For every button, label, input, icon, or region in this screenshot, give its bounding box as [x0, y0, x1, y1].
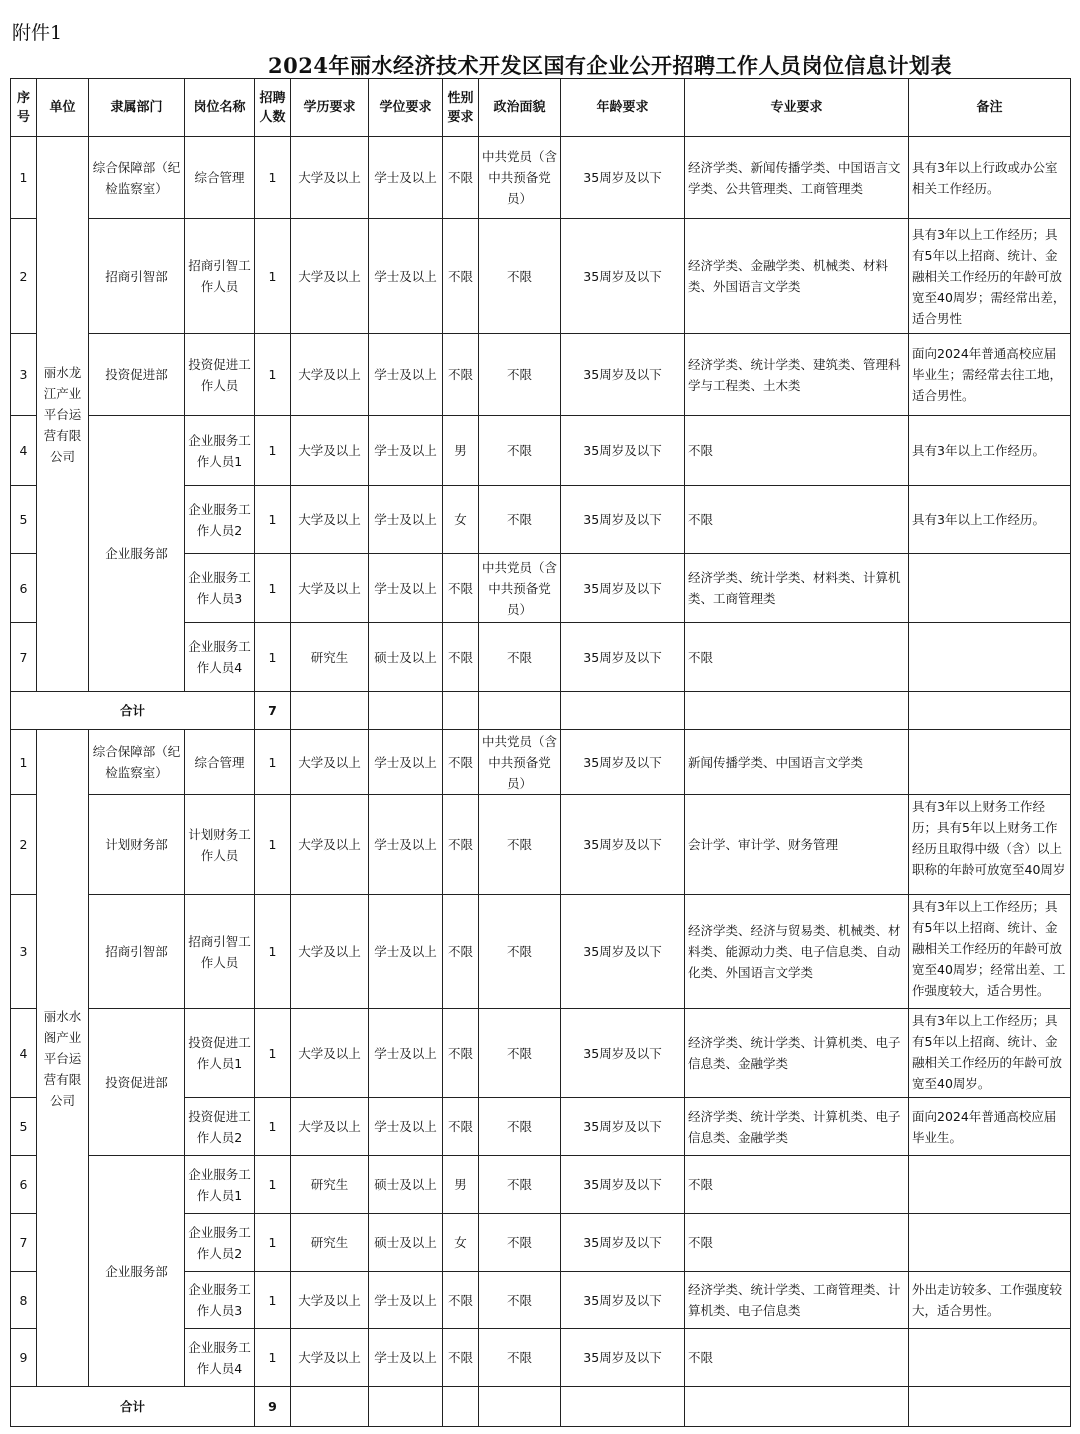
cell-degree: 硕士及以上: [369, 623, 443, 692]
cell-gender: 不限: [443, 623, 479, 692]
attachment-label: 附件1: [12, 22, 63, 44]
cell-note: [909, 554, 1071, 623]
cell-politics: 不限: [479, 895, 561, 1009]
cell-dept: 综合保障部（纪检监察室）: [89, 730, 185, 795]
cell-count: 1: [255, 334, 291, 416]
cell-post: 投资促进工作人员2: [185, 1098, 255, 1156]
cell-politics: 不限: [479, 1214, 561, 1272]
cell-degree: 学士及以上: [369, 137, 443, 219]
cell-seq: 3: [11, 895, 37, 1009]
cell-gender: 男: [443, 416, 479, 486]
cell-edu: 大学及以上: [291, 334, 369, 416]
cell-edu: 大学及以上: [291, 795, 369, 895]
header-dept: 隶属部门: [89, 79, 185, 137]
cell-count: 1: [255, 1156, 291, 1214]
cell-degree: 学士及以上: [369, 1009, 443, 1098]
cell-major: 新闻传播学类、中国语言文学类: [685, 730, 909, 795]
cell-dept: 综合保障部（纪检监察室）: [89, 137, 185, 219]
cell-edu: 大学及以上: [291, 1329, 369, 1387]
cell-edu: 大学及以上: [291, 1098, 369, 1156]
table-row: [11, 1156, 1071, 1214]
cell-major: 会计学、审计学、财务管理: [685, 795, 909, 895]
table-row: [11, 730, 1071, 795]
cell-age: 35周岁及以下: [561, 730, 685, 795]
cell-post: 招商引智工作人员: [185, 895, 255, 1009]
cell-age: 35周岁及以下: [561, 416, 685, 486]
cell-post: 投资促进工作人员: [185, 334, 255, 416]
cell-major: 不限: [685, 1214, 909, 1272]
cell-politics: 不限: [479, 219, 561, 334]
cell-note: 具有3年以上工作经历。: [909, 486, 1071, 554]
cell-post: 投资促进工作人员1: [185, 1009, 255, 1098]
cell-dept: 投资促进部: [89, 334, 185, 416]
cell-degree: 学士及以上: [369, 334, 443, 416]
cell-politics: 不限: [479, 486, 561, 554]
cell-seq: 5: [11, 486, 37, 554]
cell-dept: 企业服务部: [89, 416, 185, 692]
cell-seq: 8: [11, 1272, 37, 1329]
cell-gender: 不限: [443, 1272, 479, 1329]
cell-age: 35周岁及以下: [561, 623, 685, 692]
cell-politics: 不限: [479, 795, 561, 895]
cell-age: 35周岁及以下: [561, 554, 685, 623]
cell-seq: 2: [11, 795, 37, 895]
cell-edu: 大学及以上: [291, 137, 369, 219]
cell-seq: 5: [11, 1098, 37, 1156]
header-note: 备注: [909, 79, 1071, 137]
cell-seq: 7: [11, 623, 37, 692]
cell-edu: 研究生: [291, 1214, 369, 1272]
cell-seq: 7: [11, 1214, 37, 1272]
cell-age: 35周岁及以下: [561, 1272, 685, 1329]
cell-edu: 大学及以上: [291, 554, 369, 623]
cell-politics: 中共党员（含中共预备党员）: [479, 137, 561, 219]
cell-degree: 学士及以上: [369, 416, 443, 486]
cell-seq: 1: [11, 137, 37, 219]
cell-degree: 硕士及以上: [369, 1214, 443, 1272]
cell-edu: 大学及以上: [291, 895, 369, 1009]
cell-gender: 不限: [443, 554, 479, 623]
cell-politics: 不限: [479, 623, 561, 692]
header-age: 年龄要求: [561, 79, 685, 137]
cell-age: 35周岁及以下: [561, 486, 685, 554]
cell-post: 计划财务工作人员: [185, 795, 255, 895]
total-label: 合计: [11, 1387, 255, 1427]
cell-major: 经济学类、统计学类、计算机类、电子信息类、金融学类: [685, 1098, 909, 1156]
total-count: 7: [255, 692, 291, 730]
cell-politics: 不限: [479, 334, 561, 416]
cell-gender: 女: [443, 486, 479, 554]
cell-age: 35周岁及以下: [561, 1329, 685, 1387]
cell-count: 1: [255, 795, 291, 895]
header-politics: 政治面貌: [479, 79, 561, 137]
cell-gender: 不限: [443, 795, 479, 895]
cell-edu: 大学及以上: [291, 1272, 369, 1329]
cell-degree: 学士及以上: [369, 1329, 443, 1387]
note-text: 具有3年以上财务工作经历；具有5年以上财务工作经历且取得中级（含）以上职称的年龄可放宽至40周岁: [912, 799, 1066, 877]
cell-edu: 研究生: [291, 1156, 369, 1214]
cell-count: 1: [255, 1214, 291, 1272]
cell-seq: 4: [11, 1009, 37, 1098]
total-row: [11, 692, 1071, 730]
cell-count: 1: [255, 416, 291, 486]
cell-degree: 学士及以上: [369, 486, 443, 554]
cell-post: 企业服务工作人员3: [185, 554, 255, 623]
cell-age: 35周岁及以下: [561, 334, 685, 416]
cell-count: 1: [255, 1098, 291, 1156]
cell-count: 1: [255, 486, 291, 554]
cell-major: 不限: [685, 1329, 909, 1387]
cell-note: [909, 895, 1071, 1009]
cell-note: 外出走访较多、工作强度较大，适合男性。: [909, 1272, 1071, 1329]
cell-politics: 不限: [479, 1329, 561, 1387]
cell-age: 35周岁及以下: [561, 1214, 685, 1272]
cell-count: 1: [255, 623, 291, 692]
cell-politics: 不限: [479, 416, 561, 486]
cell-count: 1: [255, 1009, 291, 1098]
cell-unit: 丽水龙江产业平台运营有限公司: [37, 137, 89, 692]
cell-dept: 计划财务部: [89, 795, 185, 895]
cell-note: [909, 730, 1071, 795]
cell-count: 1: [255, 1272, 291, 1329]
cell-degree: 学士及以上: [369, 895, 443, 1009]
cell-major: 不限: [685, 1156, 909, 1214]
cell-edu: 研究生: [291, 623, 369, 692]
cell-major: 经济学类、统计学类、工商管理类、计算机类、电子信息类: [685, 1272, 909, 1329]
cell-gender: 不限: [443, 730, 479, 795]
cell-age: 35周岁及以下: [561, 1156, 685, 1214]
total-count: 9: [255, 1387, 291, 1427]
cell-post: 综合管理: [185, 137, 255, 219]
cell-age: 35周岁及以下: [561, 219, 685, 334]
cell-politics: 中共党员（含中共预备党员）: [479, 730, 561, 795]
cell-age: 35周岁及以下: [561, 1098, 685, 1156]
cell-post: 招商引智工作人员: [185, 219, 255, 334]
cell-age: 35周岁及以下: [561, 137, 685, 219]
total-label: 合计: [11, 692, 255, 730]
header-unit: 单位: [37, 79, 89, 137]
cell-degree: 学士及以上: [369, 219, 443, 334]
cell-note: 具有3年以上行政或办公室相关工作经历。: [909, 137, 1071, 219]
cell-seq: 1: [11, 730, 37, 795]
table-row: [11, 895, 1071, 1009]
cell-politics: 不限: [479, 1098, 561, 1156]
cell-major: 经济学类、统计学类、材料类、计算机类、工商管理类: [685, 554, 909, 623]
cell-degree: 硕士及以上: [369, 1156, 443, 1214]
cell-post: 企业服务工作人员2: [185, 486, 255, 554]
cell-post: 企业服务工作人员4: [185, 623, 255, 692]
cell-count: 1: [255, 554, 291, 623]
header-post: 岗位名称: [185, 79, 255, 137]
cell-major: 经济学类、统计学类、建筑类、管理科学与工程类、土木类: [685, 334, 909, 416]
header-edu: 学历要求: [291, 79, 369, 137]
table-row: [11, 1009, 1071, 1098]
cell-dept: 企业服务部: [89, 1156, 185, 1387]
cell-age: 35周岁及以下: [561, 895, 685, 1009]
header-count: 招聘人数: [255, 79, 291, 137]
cell-note: [909, 1329, 1071, 1387]
cell-seq: 6: [11, 554, 37, 623]
cell-note: [909, 1009, 1071, 1098]
cell-degree: 学士及以上: [369, 730, 443, 795]
cell-seq: 4: [11, 416, 37, 486]
cell-post: 企业服务工作人员1: [185, 1156, 255, 1214]
cell-note: 面向2024年普通高校应届毕业生。: [909, 1098, 1071, 1156]
cell-gender: 不限: [443, 1329, 479, 1387]
cell-seq: 3: [11, 334, 37, 416]
header-row: [11, 79, 1071, 137]
header-gender: 性别要求: [443, 79, 479, 137]
cell-post: 企业服务工作人员2: [185, 1214, 255, 1272]
cell-edu: 大学及以上: [291, 416, 369, 486]
cell-gender: 不限: [443, 219, 479, 334]
cell-count: 1: [255, 219, 291, 334]
document-title: 2024年丽水经济技术开发区国有企业公开招聘工作人员岗位信息计划表: [268, 53, 952, 78]
cell-major: 经济学类、统计学类、计算机类、电子信息类、金融学类: [685, 1009, 909, 1098]
cell-note: [909, 1156, 1071, 1214]
cell-seq: 2: [11, 219, 37, 334]
cell-dept: 招商引智部: [89, 895, 185, 1009]
cell-gender: 不限: [443, 334, 479, 416]
cell-major: 经济学类、金融学类、机械类、材料类、外国语言文学类: [685, 219, 909, 334]
positions-table: [10, 78, 1071, 1427]
cell-gender: 不限: [443, 1009, 479, 1098]
table-row: [11, 795, 1071, 895]
cell-edu: 大学及以上: [291, 219, 369, 334]
cell-count: 1: [255, 1329, 291, 1387]
cell-major: 经济学类、新闻传播学类、中国语言文学类、公共管理类、工商管理类: [685, 137, 909, 219]
cell-politics: 不限: [479, 1156, 561, 1214]
header-degree: 学位要求: [369, 79, 443, 137]
cell-degree: 学士及以上: [369, 1272, 443, 1329]
cell-politics: 不限: [479, 1272, 561, 1329]
cell-gender: 不限: [443, 1098, 479, 1156]
cell-count: 1: [255, 137, 291, 219]
note-text: 具有3年以上工作经历；具有5年以上招商、统计、金融相关工作经历的年龄可放宽至40周岁；经常出差、工作强度较大，适合男性。: [912, 899, 1066, 998]
cell-degree: 学士及以上: [369, 1098, 443, 1156]
cell-major: 不限: [685, 623, 909, 692]
cell-age: 35周岁及以下: [561, 1009, 685, 1098]
total-row: [11, 1387, 1071, 1427]
cell-note: 具有3年以上工作经历。: [909, 416, 1071, 486]
cell-post: 企业服务工作人员3: [185, 1272, 255, 1329]
table-row: [11, 219, 1071, 334]
cell-edu: 大学及以上: [291, 486, 369, 554]
cell-dept: 招商引智部: [89, 219, 185, 334]
cell-note: [909, 795, 1071, 895]
cell-politics: 不限: [479, 1009, 561, 1098]
cell-degree: 学士及以上: [369, 795, 443, 895]
cell-gender: 男: [443, 1156, 479, 1214]
cell-edu: 大学及以上: [291, 730, 369, 795]
cell-dept: 投资促进部: [89, 1009, 185, 1156]
table-row: [11, 137, 1071, 219]
table-row: [11, 334, 1071, 416]
cell-note: 面向2024年普通高校应届毕业生；需经常去往工地，适合男性。: [909, 334, 1071, 416]
header-major: 专业要求: [685, 79, 909, 137]
cell-politics: 中共党员（含中共预备党员）: [479, 554, 561, 623]
cell-seq: 6: [11, 1156, 37, 1214]
cell-post: 企业服务工作人员1: [185, 416, 255, 486]
cell-gender: 不限: [443, 137, 479, 219]
cell-note: 具有3年以上工作经历；具有5年以上招商、统计、金融相关工作经历的年龄可放宽至40周岁；需经常出差，适合男性: [909, 219, 1071, 334]
cell-count: 1: [255, 895, 291, 1009]
cell-note: [909, 1214, 1071, 1272]
header-seq: 序号: [11, 79, 37, 137]
cell-major: 经济学类、经济与贸易类、机械类、材料类、能源动力类、电子信息类、自动化类、外国语言文学类: [685, 895, 909, 1009]
cell-post: 综合管理: [185, 730, 255, 795]
table-row: [11, 416, 1071, 486]
cell-seq: 9: [11, 1329, 37, 1387]
cell-gender: 不限: [443, 895, 479, 1009]
note-text: 具有3年以上工作经历；具有5年以上招商、统计、金融相关工作经历的年龄可放宽至40周岁。: [912, 1013, 1063, 1091]
cell-count: 1: [255, 730, 291, 795]
cell-major: 不限: [685, 486, 909, 554]
cell-major: 不限: [685, 416, 909, 486]
cell-gender: 女: [443, 1214, 479, 1272]
cell-note: [909, 623, 1071, 692]
cell-post: 企业服务工作人员4: [185, 1329, 255, 1387]
cell-unit: 丽水水阁产业平台运营有限公司: [37, 730, 89, 1387]
cell-age: 35周岁及以下: [561, 795, 685, 895]
cell-edu: 大学及以上: [291, 1009, 369, 1098]
cell-degree: 学士及以上: [369, 554, 443, 623]
